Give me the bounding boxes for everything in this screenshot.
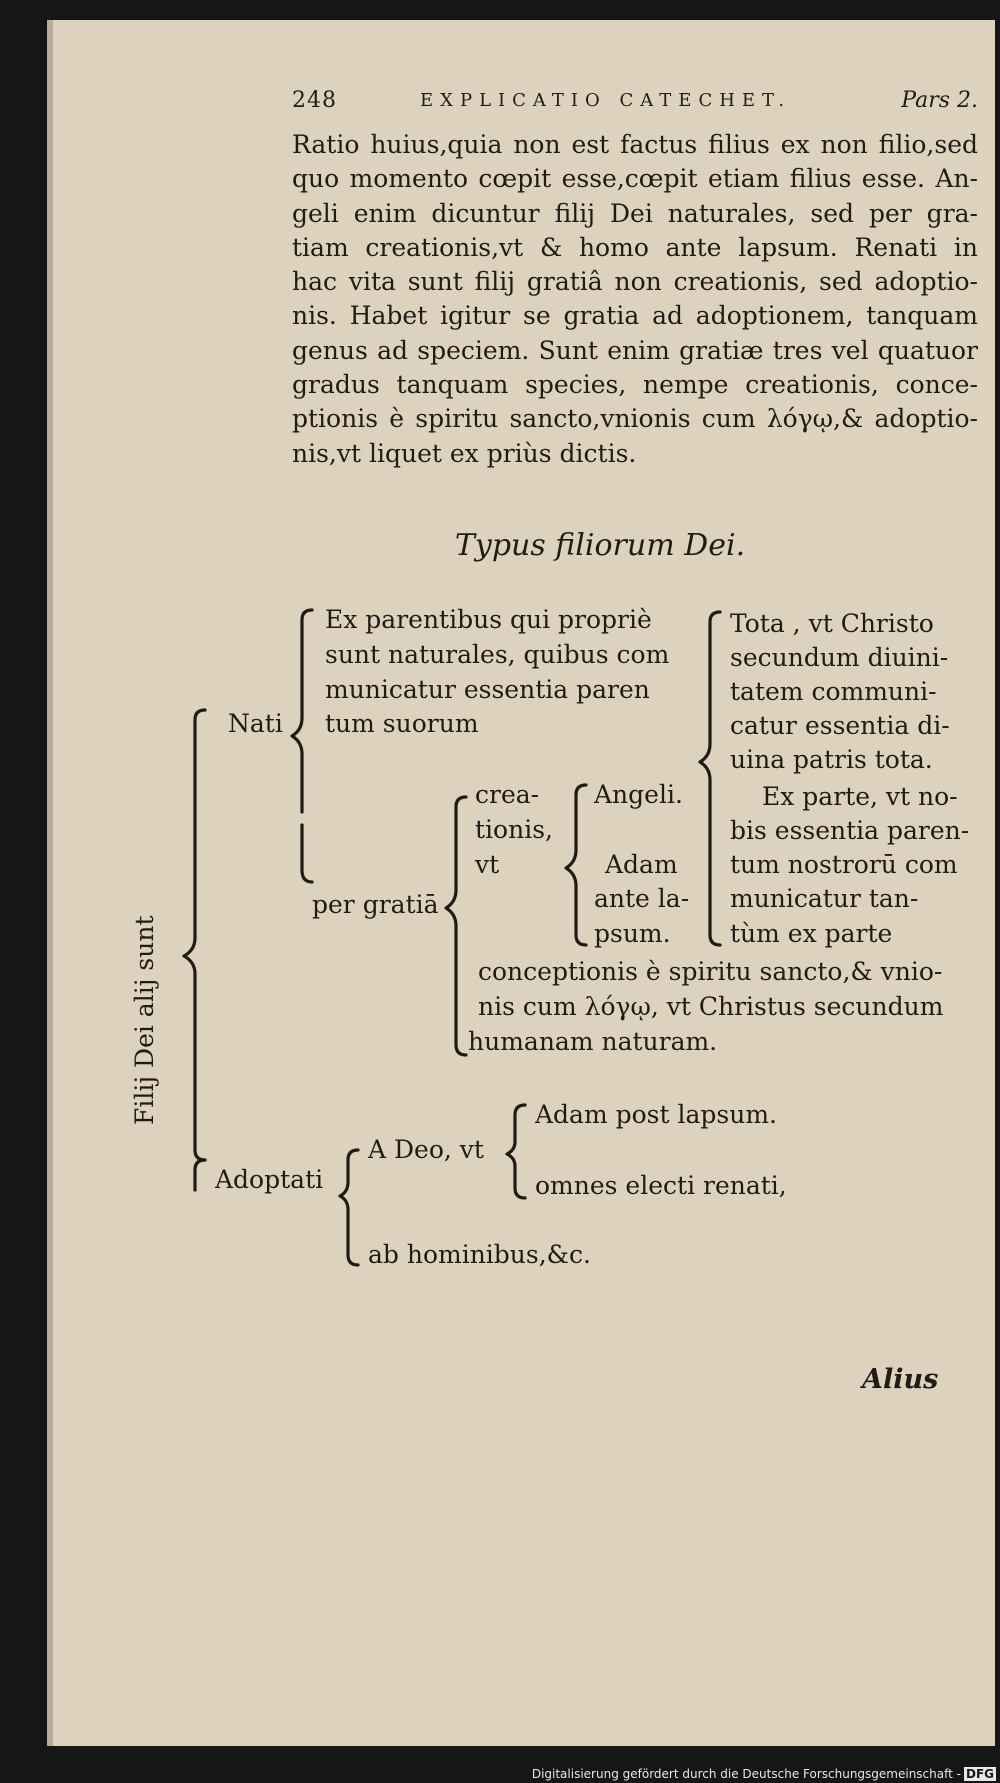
ex-parte-line: tum nostrorū com [730, 850, 958, 879]
paragraph-line: geli enim dicuntur filij Dei naturales, sed per gra- [292, 198, 978, 228]
adoptati-label: Adoptati [215, 1165, 324, 1194]
modes-brace [700, 612, 720, 945]
tota-line: tatem communi- [730, 677, 937, 706]
gratia-brace [446, 797, 466, 1055]
ex-parentibus-line: tum suorum [325, 709, 479, 738]
tota-line: secundum diuini- [730, 643, 949, 672]
creationis-brace [566, 785, 586, 945]
nati-label: Nati [228, 709, 283, 738]
omnes-label: omnes electi renati, [535, 1171, 787, 1200]
a-deo-label: A Deo, vt [368, 1135, 484, 1164]
ab-hominibus-label: ab hominibus,&c. [368, 1240, 591, 1269]
angeli-label: Angeli. [594, 780, 683, 809]
paragraph-line: nis. Habet igitur se gratia ad adoptionem, tanquam [292, 301, 978, 331]
root-label: Filij Dei alij sunt [130, 915, 159, 1125]
creationis-line: crea- [475, 780, 540, 809]
adam-post-label: Adam post lapsum. [535, 1100, 777, 1129]
paragraph-line: gradus tanquam species, nempe creationis, conce- [292, 370, 978, 400]
paragraph-line: tiam creationis,vt & homo ante lapsum. Renati in [292, 232, 978, 262]
paragraph-line: ptionis è spiritu sancto,vnionis cum λόγῳ,& adoptio- [292, 404, 978, 434]
paragraph-line: nis,vt liquet ex priùs dictis. [292, 438, 637, 468]
nati-brace-lower [302, 825, 312, 882]
adeo-brace [507, 1105, 525, 1198]
ex-parte-line: Ex parte, vt no- [762, 782, 958, 811]
nati-brace [292, 610, 312, 812]
tota-line: uina patris tota. [730, 745, 933, 774]
conceptionis-line: conceptionis è spiritu sancto,& vnio- [478, 957, 943, 986]
running-title: EXPLICATIO CATECHET. [420, 90, 792, 111]
ex-parentibus-line: sunt naturales, quibus com [325, 640, 670, 669]
tota-line: Tota , vt Christo [730, 609, 934, 638]
creationis-line: tionis, [475, 815, 553, 844]
paragraph-line: hac vita sunt filij gratiâ non creationis, sed adoptio- [292, 267, 978, 297]
ex-parte-line: bis essentia paren- [730, 816, 970, 845]
paragraph-line: quo momento cœpit esse,cœpit etiam filius esse. An- [292, 164, 978, 194]
root-brace [184, 710, 205, 1160]
ex-parentibus-line: municatur essentia paren [325, 675, 650, 704]
footer [532, 1767, 996, 1781]
adam-ante-line: psum. [594, 919, 671, 948]
page-number: 248 [292, 88, 337, 113]
dfg-logo: DFG [965, 1767, 994, 1781]
adam-ante-line: ante la- [594, 884, 690, 913]
ex-parte-line: tùm ex parte [730, 919, 893, 948]
paragraph-line: Ratio huius,quia non est factus filius ex non filio,sed [292, 130, 978, 159]
conceptionis-line: humanam naturam. [468, 1027, 718, 1056]
diagram-title: Typus filiorum Dei. [454, 528, 746, 563]
creationis-line: vt [475, 850, 500, 879]
adoptati-sub-brace [340, 1150, 358, 1265]
adam-ante-line: Adam [605, 850, 678, 879]
paragraph-line: genus ad speciem. Sunt enim gratiæ tres vel quatuor [292, 335, 978, 365]
catchword: Alius [862, 1364, 939, 1395]
ex-parentibus-line: Ex parentibus qui propriè [325, 605, 652, 634]
footer-text: Digitalisierung gefördert durch die Deutsche Forschungsgemeinschaft - [531, 1767, 961, 1781]
conceptionis-line: nis cum λόγῳ, vt Christus secundum [478, 992, 944, 1021]
tota-line: catur essentia di- [730, 711, 950, 740]
adoptati-brace [195, 1160, 205, 1190]
per-gratiam-label: per gratiā [312, 890, 439, 919]
ex-parte-line: municatur tan- [730, 884, 919, 913]
part-label: Pars 2. [901, 88, 978, 113]
